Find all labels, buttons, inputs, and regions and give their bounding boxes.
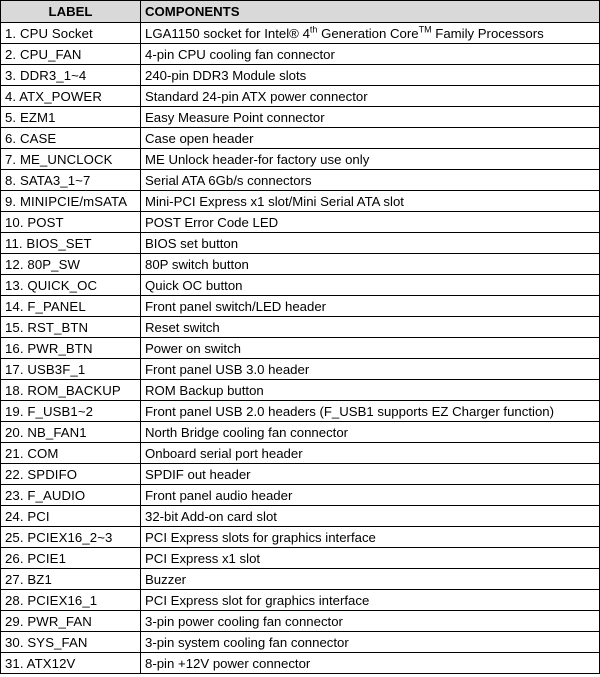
row-components: Buzzer bbox=[141, 569, 600, 590]
row-label: 4. ATX_POWER bbox=[1, 86, 141, 107]
table-row bbox=[1, 23, 600, 44]
row-label: 10. POST bbox=[1, 212, 141, 233]
row-components: Standard 24-pin ATX power connector bbox=[141, 86, 600, 107]
table-row bbox=[1, 212, 600, 233]
row-label: 26. PCIE1 bbox=[1, 548, 141, 569]
row-label: 2. CPU_FAN bbox=[1, 44, 141, 65]
row-components: Quick OC button bbox=[141, 275, 600, 296]
row-label: 21. COM bbox=[1, 443, 141, 464]
row-label: 1. CPU Socket bbox=[1, 23, 141, 44]
row-label: 8. SATA3_1~7 bbox=[1, 170, 141, 191]
row-components: Serial ATA 6Gb/s connectors bbox=[141, 170, 600, 191]
table-row bbox=[1, 254, 600, 275]
row-label: 15. RST_BTN bbox=[1, 317, 141, 338]
row-label: 7. ME_UNCLOCK bbox=[1, 149, 141, 170]
row-label: 20. NB_FAN1 bbox=[1, 422, 141, 443]
row-components: Reset switch bbox=[141, 317, 600, 338]
row-label: 3. DDR3_1~4 bbox=[1, 65, 141, 86]
table-row bbox=[1, 149, 600, 170]
row-label: 29. PWR_FAN bbox=[1, 611, 141, 632]
table-row bbox=[1, 632, 600, 653]
row-label: 14. F_PANEL bbox=[1, 296, 141, 317]
row-components: PCI Express x1 slot bbox=[141, 548, 600, 569]
row-label: 31. ATX12V bbox=[1, 653, 141, 674]
row-label: 19. F_USB1~2 bbox=[1, 401, 141, 422]
table-row bbox=[1, 191, 600, 212]
row-label: 24. PCI bbox=[1, 506, 141, 527]
table-row bbox=[1, 128, 600, 149]
row-label: 13. QUICK_OC bbox=[1, 275, 141, 296]
row-components: Easy Measure Point connector bbox=[141, 107, 600, 128]
row-label: 9. MINIPCIE/mSATA bbox=[1, 191, 141, 212]
table-row bbox=[1, 380, 600, 401]
row-components: 8-pin +12V power connector bbox=[141, 653, 600, 674]
table-row bbox=[1, 506, 600, 527]
table-row bbox=[1, 86, 600, 107]
label-column-header: LABEL bbox=[1, 1, 141, 23]
table-row bbox=[1, 548, 600, 569]
table-row bbox=[1, 569, 600, 590]
table-row bbox=[1, 422, 600, 443]
row-components: Case open header bbox=[141, 128, 600, 149]
table-row bbox=[1, 485, 600, 506]
row-label: 17. USB3F_1 bbox=[1, 359, 141, 380]
table-row bbox=[1, 338, 600, 359]
table-row bbox=[1, 401, 600, 422]
row-components: Power on switch bbox=[141, 338, 600, 359]
table-row bbox=[1, 443, 600, 464]
table-body bbox=[1, 23, 600, 674]
row-components: ME Unlock header-for factory use only bbox=[141, 149, 600, 170]
row-components: Front panel audio header bbox=[141, 485, 600, 506]
row-components: LGA1150 socket for Intel® 4th Generation Core™ Family Processors bbox=[141, 23, 600, 44]
row-label: 11. BIOS_SET bbox=[1, 233, 141, 254]
table-row bbox=[1, 65, 600, 86]
table-row bbox=[1, 296, 600, 317]
row-components: Front panel USB 2.0 headers (F_USB1 supports EZ Charger function) bbox=[141, 401, 600, 422]
table-row bbox=[1, 317, 600, 338]
table-row bbox=[1, 275, 600, 296]
row-label: 28. PCIEX16_1 bbox=[1, 590, 141, 611]
row-components: 32-bit Add-on card slot bbox=[141, 506, 600, 527]
row-label: 16. PWR_BTN bbox=[1, 338, 141, 359]
table-row bbox=[1, 464, 600, 485]
row-label: 23. F_AUDIO bbox=[1, 485, 141, 506]
row-components: 4-pin CPU cooling fan connector bbox=[141, 44, 600, 65]
row-components: North Bridge cooling fan connector bbox=[141, 422, 600, 443]
table-row bbox=[1, 233, 600, 254]
row-label: 12. 80P_SW bbox=[1, 254, 141, 275]
row-components: Front panel switch/LED header bbox=[141, 296, 600, 317]
row-components: Mini-PCI Express x1 slot/Mini Serial ATA slot bbox=[141, 191, 600, 212]
table-row bbox=[1, 44, 600, 65]
row-components: PCI Express slot for graphics interface bbox=[141, 590, 600, 611]
header-row bbox=[1, 1, 600, 23]
row-label: 27. BZ1 bbox=[1, 569, 141, 590]
row-components: POST Error Code LED bbox=[141, 212, 600, 233]
components-column-header: COMPONENTS bbox=[141, 1, 600, 23]
row-components: 240-pin DDR3 Module slots bbox=[141, 65, 600, 86]
row-label: 22. SPDIFO bbox=[1, 464, 141, 485]
table-row bbox=[1, 590, 600, 611]
table-row bbox=[1, 170, 600, 191]
row-components: PCI Express slots for graphics interface bbox=[141, 527, 600, 548]
table-row bbox=[1, 653, 600, 674]
row-components: Front panel USB 3.0 header bbox=[141, 359, 600, 380]
row-components: Onboard serial port header bbox=[141, 443, 600, 464]
row-label: 30. SYS_FAN bbox=[1, 632, 141, 653]
row-label: 25. PCIEX16_2~3 bbox=[1, 527, 141, 548]
row-label: 18. ROM_BACKUP bbox=[1, 380, 141, 401]
row-components: SPDIF out header bbox=[141, 464, 600, 485]
row-components: 80P switch button bbox=[141, 254, 600, 275]
table-row bbox=[1, 611, 600, 632]
row-components: 3-pin system cooling fan connector bbox=[141, 632, 600, 653]
table-row bbox=[1, 107, 600, 128]
row-components: BIOS set button bbox=[141, 233, 600, 254]
table-row bbox=[1, 527, 600, 548]
row-components: ROM Backup button bbox=[141, 380, 600, 401]
row-components: 3-pin power cooling fan connector bbox=[141, 611, 600, 632]
row-label: 5. EZM1 bbox=[1, 107, 141, 128]
table-row bbox=[1, 359, 600, 380]
row-label: 6. CASE bbox=[1, 128, 141, 149]
